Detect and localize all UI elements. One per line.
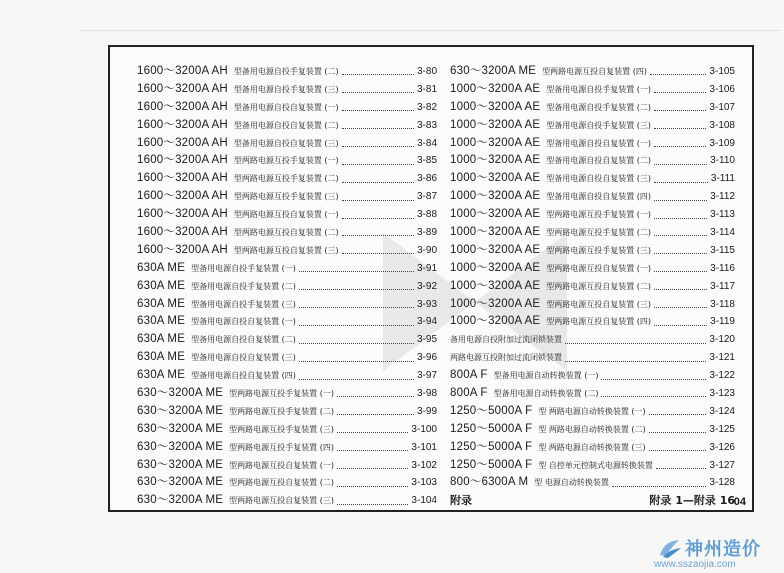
sheet-number: 04 xyxy=(733,496,746,508)
right-column xyxy=(450,63,735,510)
catalog-entry xyxy=(450,135,735,153)
entry-page-number: 3-94 xyxy=(416,316,437,328)
dot-leader xyxy=(649,413,707,415)
entry-description: 型两路电源互投自复装置 (四) xyxy=(542,67,647,76)
dot-leader xyxy=(654,91,706,93)
catalog-entry xyxy=(137,367,437,385)
entry-description: 型备用电源自投手复装置 (一) xyxy=(191,263,296,273)
entry-model: 1600～3200A AH xyxy=(137,190,228,203)
entry-description: 型两路电源互投手复装置 (三) xyxy=(233,192,339,202)
catalog-entry xyxy=(450,206,735,224)
entry-description: 型备用电源自投手复装置 (二) xyxy=(546,102,651,112)
entry-description: 型备用电源自动转换装置 (二) xyxy=(493,389,599,399)
entry-page-number: 3-97 xyxy=(416,370,437,382)
entry-model: 1000～3200A AE xyxy=(450,118,541,131)
entry-description: 型 自控单元控制式电源转换装置 xyxy=(538,460,653,470)
dot-leader xyxy=(342,234,414,236)
dot-leader xyxy=(337,503,408,505)
catalog-entry xyxy=(137,331,437,349)
catalog-entry xyxy=(137,492,437,510)
dot-leader xyxy=(342,163,414,165)
dot-leader xyxy=(656,467,707,469)
entry-page-number: 3-100 xyxy=(411,423,437,435)
entry-model: 1600～3200A AH xyxy=(137,226,228,239)
dot-leader xyxy=(342,127,414,129)
entry-description: 型备用电源自投自复装置 (一) xyxy=(191,317,296,327)
catalog-entry xyxy=(137,135,437,153)
catalog-entry xyxy=(450,349,735,367)
dot-leader xyxy=(337,431,408,433)
catalog-entry xyxy=(450,403,735,421)
entry-description: 型两路电源互投手复装置 (二) xyxy=(233,174,339,184)
dot-leader xyxy=(654,109,706,111)
entry-description: 型备用电源自投手复装置 (三) xyxy=(233,84,339,94)
catalog-entry xyxy=(137,385,437,403)
catalog-entry xyxy=(137,117,437,135)
catalog-entry xyxy=(450,278,735,296)
catalog-entry xyxy=(137,242,437,260)
entry-description: 型 两路电源自动转换装置 (三) xyxy=(538,442,646,452)
entry-model: 1600～3200A AH xyxy=(137,172,228,185)
dot-leader xyxy=(654,252,707,254)
entry-model: 1000～3200A AE xyxy=(450,208,541,221)
entry-model: 1000～3200A AE xyxy=(450,82,541,95)
entry-model: 630A ME xyxy=(137,279,186,292)
entry-description: 型两路电源互投自复装置 (一) xyxy=(229,460,334,470)
entry-page-number: 3-127 xyxy=(709,459,735,471)
catalog-entry xyxy=(450,99,735,117)
entry-page-number: 3-114 xyxy=(710,227,735,239)
entry-description: 型备用电源自投自复装置 (三) xyxy=(233,138,339,148)
dot-leader xyxy=(342,199,414,201)
entry-page-number: 3-120 xyxy=(709,334,735,346)
entry-page-number: 3-108 xyxy=(709,119,735,131)
entry-model: 1600～3200A AH xyxy=(137,208,228,221)
entry-description: 型备用电源自投自复装置 (三) xyxy=(191,353,296,363)
entry-page-number: 3-81 xyxy=(416,83,437,95)
catalog-entry xyxy=(450,170,735,188)
entry-model: 1000～3200A AE xyxy=(450,243,541,256)
dot-leader xyxy=(337,449,408,451)
entry-page-number: 3-107 xyxy=(709,101,735,113)
site-logo[interactable] xyxy=(657,535,761,561)
dot-leader xyxy=(337,413,414,415)
entry-description: 型备用电源自投自复装置 (四) xyxy=(546,192,651,202)
entry-model: 1000～3200A AE xyxy=(450,261,541,274)
catalog-entry xyxy=(137,296,437,314)
entry-description: 型两路电源互投自复装置 (三) xyxy=(233,245,339,255)
entry-model: 1000～3200A AE xyxy=(450,172,541,185)
catalog-entry xyxy=(450,331,735,349)
entry-description: 型两路电源互投手复装置 (四) xyxy=(229,442,334,452)
entry-model: 800A F xyxy=(450,387,488,400)
catalog-entry xyxy=(450,385,735,403)
entry-model: 630～3200A ME xyxy=(137,440,224,453)
entry-description: 型备用电源自投手复装置 (二) xyxy=(233,67,339,76)
entry-page-number: 3-113 xyxy=(710,209,735,221)
catalog-entry xyxy=(137,439,437,457)
catalog-entry xyxy=(137,260,437,278)
dot-leader xyxy=(299,342,414,344)
entry-model: 630A ME xyxy=(137,297,186,310)
entry-description: 型 两路电源自动转换装置 (一) xyxy=(538,406,646,416)
entry-description: 备用电源自投附加过流闭锁装置 xyxy=(450,335,562,345)
entry-page-number: 3-103 xyxy=(411,477,437,489)
logo-url[interactable]: www.sszaojia.com xyxy=(654,559,736,570)
dot-leader xyxy=(654,145,706,147)
entry-description: 型两路电源互投自复装置 (二) xyxy=(233,228,339,238)
dot-leader xyxy=(565,342,706,344)
dot-leader xyxy=(342,109,414,111)
dot-leader xyxy=(601,395,706,397)
entry-description: 型两路电源互投自复装置 (四) xyxy=(546,317,651,327)
entry-description: 型备用电源自动转换装置 (一) xyxy=(493,371,599,381)
entry-page-number: 3-105 xyxy=(709,66,735,77)
entry-page-number: 3-122 xyxy=(709,370,735,382)
catalog-entry xyxy=(137,457,437,475)
entry-page-number: 3-83 xyxy=(416,119,437,131)
catalog-entry xyxy=(137,421,437,439)
entry-description: 型两路电源互投手复装置 (二) xyxy=(546,228,651,238)
entry-model: 1000～3200A AE xyxy=(450,279,541,292)
entry-page-number: 3-110 xyxy=(710,155,735,167)
dot-leader xyxy=(299,324,414,326)
entry-page-number: 3-128 xyxy=(709,477,735,489)
entry-page-number: 3-119 xyxy=(710,316,735,328)
entry-description: 型备用电源自投自复装置 (二) xyxy=(546,156,651,166)
logo-text: 神州造价 xyxy=(685,539,761,560)
entry-description: 型两路电源互投手复装置 (一) xyxy=(229,389,334,399)
entry-page-number: 3-111 xyxy=(710,173,735,185)
dot-leader xyxy=(342,73,414,75)
entry-description: 型两路电源互投自复装置 (二) xyxy=(229,478,334,488)
entry-model: 1600～3200A AH xyxy=(137,65,228,77)
catalog-entry xyxy=(450,81,735,99)
dot-leader xyxy=(649,431,707,433)
dot-leader xyxy=(654,181,708,183)
entry-page-number: 3-87 xyxy=(416,191,437,203)
entry-model: 1000～3200A AE xyxy=(450,226,541,239)
dot-leader xyxy=(654,234,707,236)
entry-description: 型备用电源自投自复装置 (二) xyxy=(233,120,339,130)
entry-model: 800A F xyxy=(450,369,488,382)
catalog-entry xyxy=(137,313,437,331)
entry-description: 型两路电源互投自复装置 (一) xyxy=(233,210,339,220)
entry-page-number: 3-115 xyxy=(710,244,735,256)
dot-leader xyxy=(654,270,707,272)
dot-leader xyxy=(342,252,414,254)
catalog-entry xyxy=(137,81,437,99)
entry-model: 1000～3200A AE xyxy=(450,100,541,113)
dot-leader xyxy=(299,288,414,290)
dot-leader xyxy=(337,485,408,487)
entry-page-number: 3-102 xyxy=(411,459,437,471)
entry-model: 1600～3200A AH xyxy=(137,100,228,113)
catalog-entry xyxy=(137,188,437,206)
entry-page-number: 3-109 xyxy=(709,137,735,149)
entry-page-number: 3-121 xyxy=(709,352,735,364)
dot-leader xyxy=(299,360,414,362)
entry-page-number: 3-112 xyxy=(710,191,735,203)
entry-model: 1000～3200A AE xyxy=(450,297,541,310)
dot-leader xyxy=(342,217,414,219)
entry-model: 1600～3200A AH xyxy=(137,243,228,256)
entry-description: 型两路电源互投手复装置 (二) xyxy=(229,406,334,416)
dot-leader xyxy=(299,306,414,308)
entry-page-number: 3-104 xyxy=(411,495,437,507)
entry-page-number: 3-124 xyxy=(709,405,735,417)
entry-page-number: 3-98 xyxy=(416,388,437,400)
entry-description: 型备用电源自投手复装置 (三) xyxy=(191,299,296,309)
entry-description: 型备用电源自投手复装置 (三) xyxy=(546,120,651,130)
catalog-entry xyxy=(137,206,437,224)
entry-description: 型备用电源自投手复装置 (二) xyxy=(191,281,296,291)
dot-leader xyxy=(565,360,706,362)
catalog-entry xyxy=(137,403,437,421)
catalog-entry xyxy=(450,313,735,331)
entry-description: 型备用电源自投自复装置 (二) xyxy=(191,335,296,345)
entry-page-number: 3-125 xyxy=(709,423,735,435)
entry-description: 型 两路电源自动转换装置 (二) xyxy=(538,424,646,434)
entry-model: 1000～3200A AE xyxy=(450,136,541,149)
entry-page-number: 3-80 xyxy=(416,66,437,77)
entry-page-number: 3-126 xyxy=(709,441,735,453)
entry-model: 630A ME xyxy=(137,333,186,346)
entry-page-number: 3-88 xyxy=(416,209,437,221)
entry-page-number: 3-82 xyxy=(416,101,437,113)
entry-model: 800～6300A M xyxy=(450,476,529,489)
entry-page-number: 3-86 xyxy=(416,173,437,185)
dot-leader xyxy=(612,485,707,487)
entry-model: 630A ME xyxy=(137,315,186,328)
entry-description: 型备用电源自投自复装置 (一) xyxy=(546,138,651,148)
entry-model: 630～3200A ME xyxy=(137,476,224,489)
entry-description: 型两路电源互投手复装置 (三) xyxy=(546,245,651,255)
entry-model: 1000～3200A AE xyxy=(450,154,541,167)
catalog-frame xyxy=(108,45,754,512)
entry-model: 1600～3200A AH xyxy=(137,136,228,149)
dot-leader xyxy=(337,467,408,469)
entry-model: 630A ME xyxy=(137,369,186,382)
dot-leader xyxy=(654,288,707,290)
catalog-entry xyxy=(450,152,735,170)
entry-model: 630A ME xyxy=(137,351,186,364)
catalog-entry xyxy=(450,260,735,278)
appendix-range: 附录 1—附录 16 xyxy=(649,494,735,508)
entry-description: 型两路电源互投手复装置 (一) xyxy=(546,210,651,220)
appendix-entry xyxy=(450,492,735,510)
entry-model: 1250～5000A F xyxy=(450,440,533,453)
catalog-entry xyxy=(450,242,735,260)
dot-leader xyxy=(601,378,706,380)
entry-page-number: 3-101 xyxy=(411,441,437,453)
entry-model: 630A ME xyxy=(137,261,186,274)
catalog-entry xyxy=(450,457,735,475)
entry-description: 型 电源自动转换装置 xyxy=(534,478,609,488)
entry-model: 1000～3200A AE xyxy=(450,315,541,328)
entry-description: 型两路电源互投自复装置 (一) xyxy=(546,263,651,273)
dot-leader xyxy=(649,449,707,451)
dot-leader xyxy=(342,91,414,93)
entry-page-number: 3-92 xyxy=(416,280,437,292)
scan-edge-line xyxy=(80,30,780,31)
entry-page-number: 3-96 xyxy=(416,352,437,364)
entry-description: 型两路电源互投自复装置 (二) xyxy=(546,281,651,291)
catalog-entry xyxy=(450,224,735,242)
entry-description: 型备用电源自投手复装置 (一) xyxy=(546,84,651,94)
dot-leader xyxy=(650,73,706,75)
catalog-entry xyxy=(137,152,437,170)
entry-page-number: 3-106 xyxy=(709,83,735,95)
entry-page-number: 3-90 xyxy=(416,244,437,256)
entry-description: 型备用电源自投自复装置 (三) xyxy=(546,174,651,184)
catalog-entry xyxy=(450,63,735,81)
entry-page-number: 3-91 xyxy=(416,262,437,274)
entry-description: 型两路电源互投自复装置 (三) xyxy=(229,496,334,506)
dot-leader xyxy=(654,199,707,201)
catalog-entry xyxy=(137,224,437,242)
entry-description: 两路电源互投附加过流闭锁装置 xyxy=(450,353,562,363)
entry-model: 1000～3200A AE xyxy=(450,190,541,203)
appendix-label: 附录 xyxy=(450,494,472,508)
dot-leader xyxy=(654,127,706,129)
catalog-entry xyxy=(450,367,735,385)
entry-page-number: 3-118 xyxy=(710,298,735,310)
catalog-entry xyxy=(137,170,437,188)
entry-page-number: 3-93 xyxy=(416,298,437,310)
entry-page-number: 3-95 xyxy=(416,334,437,346)
dot-leader xyxy=(299,378,414,380)
catalog-entry xyxy=(137,278,437,296)
entry-model: 630～3200A ME xyxy=(137,458,224,471)
entry-page-number: 3-116 xyxy=(710,262,735,274)
entry-model: 1600～3200A AH xyxy=(137,118,228,131)
catalog-entry xyxy=(137,63,437,81)
entry-page-number: 3-99 xyxy=(416,405,437,417)
entry-model: 1250～5000A F xyxy=(450,458,533,471)
dot-leader xyxy=(342,145,414,147)
entry-description: 型备用电源自投自复装置 (一) xyxy=(233,102,339,112)
entry-page-number: 3-85 xyxy=(416,155,437,167)
entry-description: 型两路电源互投手复装置 (一) xyxy=(233,156,339,166)
entry-model: 630～3200A ME xyxy=(137,494,224,507)
catalog-entry xyxy=(450,296,735,314)
entry-model: 630～3200A ME xyxy=(137,387,224,400)
dot-leader xyxy=(654,306,707,308)
entry-model: 1600～3200A AH xyxy=(137,82,228,95)
entry-model: 630～3200A ME xyxy=(450,65,537,77)
catalog-entry xyxy=(450,439,735,457)
entry-description: 型备用电源自投自复装置 (四) xyxy=(191,371,296,381)
entry-page-number: 3-84 xyxy=(416,137,437,149)
entry-page-number: 3-117 xyxy=(710,280,735,292)
entry-model: 1600～3200A AH xyxy=(137,154,228,167)
catalog-entry xyxy=(137,349,437,367)
catalog-entry xyxy=(450,474,735,492)
catalog-entry xyxy=(450,117,735,135)
catalog-entry xyxy=(137,474,437,492)
entry-model: 630～3200A ME xyxy=(137,422,224,435)
dot-leader xyxy=(654,217,707,219)
left-column xyxy=(137,63,437,510)
dot-leader xyxy=(299,270,414,272)
entry-description: 型两路电源互投自复装置 (三) xyxy=(546,299,651,309)
catalog-entry xyxy=(450,188,735,206)
entry-page-number: 3-123 xyxy=(709,388,735,400)
catalog-entry xyxy=(137,99,437,117)
entry-model: 1250～5000A F xyxy=(450,404,533,417)
entry-model: 630～3200A ME xyxy=(137,404,224,417)
dot-leader xyxy=(342,181,414,183)
dot-leader xyxy=(337,395,414,397)
entry-description: 型两路电源互投手复装置 (三) xyxy=(229,424,334,434)
dot-leader xyxy=(654,163,707,165)
entry-model: 1250～5000A F xyxy=(450,422,533,435)
dot-leader xyxy=(654,324,707,326)
logo-mark-icon xyxy=(657,537,683,559)
entry-page-number: 3-89 xyxy=(416,227,437,239)
catalog-entry xyxy=(450,421,735,439)
